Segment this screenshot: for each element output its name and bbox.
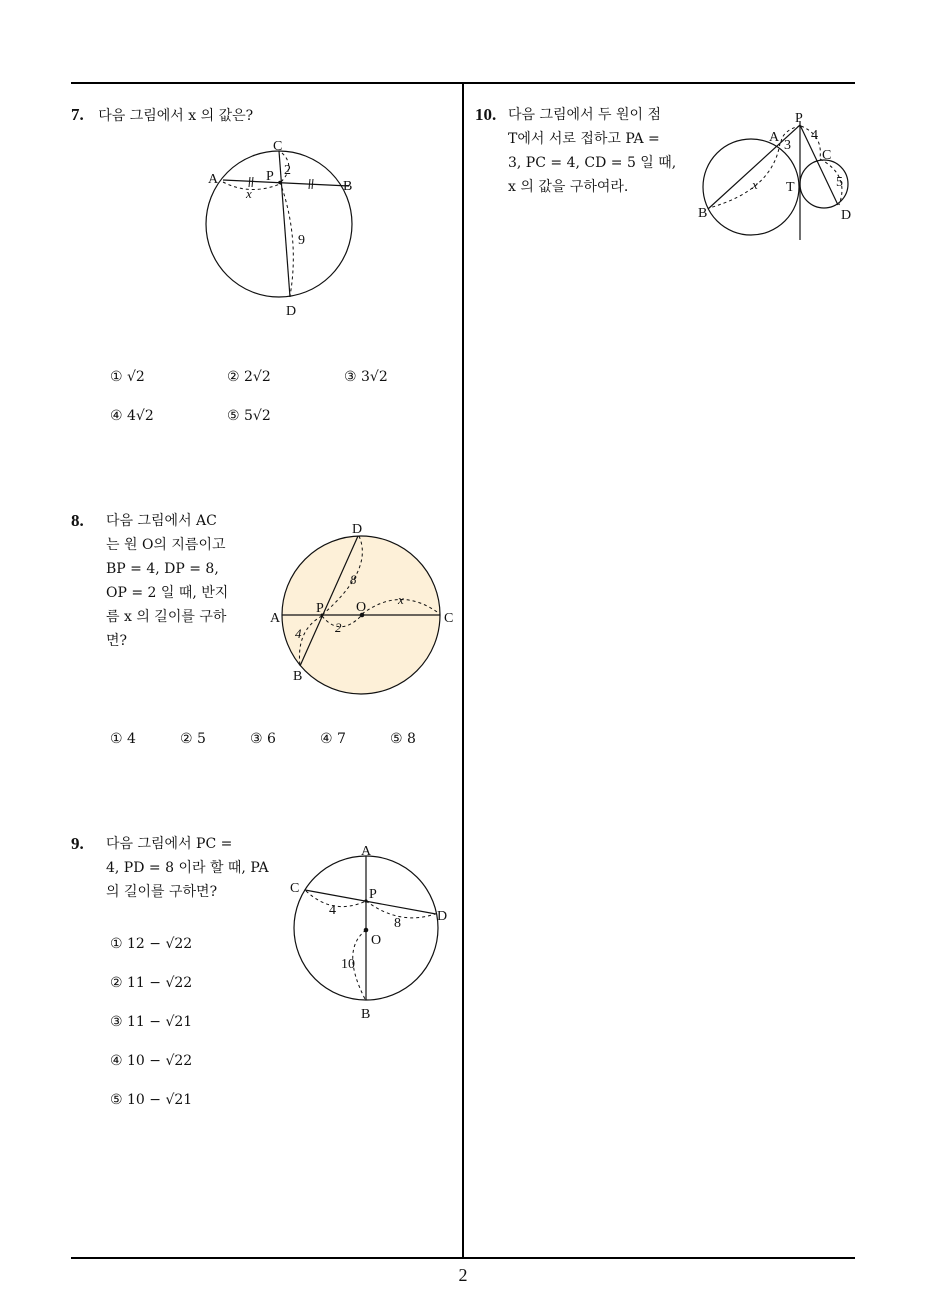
label-D: D (352, 522, 363, 537)
q10-figure (695, 105, 865, 245)
label-10: 10 (341, 957, 355, 972)
label-B: B (293, 669, 303, 684)
choice-4[interactable]: ④ 4√2 (110, 408, 154, 424)
label-P: P (316, 601, 324, 616)
question-number: 10. (475, 105, 497, 124)
question-number: 7. (71, 105, 84, 124)
choice-1[interactable]: ① 4 (110, 731, 136, 747)
choice-3[interactable]: ③ 11 − √21 (110, 1014, 193, 1030)
question-number: 9. (71, 834, 84, 853)
question-number: 8. (71, 511, 84, 530)
label-C: C (290, 881, 300, 896)
label-P: P (369, 887, 377, 902)
question-text: 다음 그림에서 PC = 4, PD = 8 이라 할 때, PA 의 길이를 구하면? (106, 836, 269, 900)
choice-2[interactable]: ② 2√2 (227, 369, 271, 385)
label-5: 5 (836, 175, 843, 190)
q9-figure (285, 840, 455, 1020)
label-B: B (361, 1007, 371, 1022)
label-3: 3 (784, 138, 791, 153)
choice-3[interactable]: ③ 6 (250, 731, 276, 747)
label-B: B (343, 179, 353, 194)
choice-5[interactable]: ⑤ 10 − √21 (110, 1092, 193, 1108)
label-2: 2 (335, 620, 342, 635)
label-4: 4 (329, 903, 336, 918)
page-number: 2 (458, 1265, 468, 1285)
label-P: P (266, 169, 274, 184)
label-8: 8 (394, 916, 401, 931)
label-4: 4 (295, 626, 302, 641)
label-C: C (822, 148, 832, 163)
label-D: D (841, 208, 852, 223)
label-D: D (437, 909, 448, 924)
choice-3[interactable]: ③ 3√2 (344, 369, 388, 385)
q7-figure (200, 138, 360, 318)
label-C: C (273, 139, 283, 154)
label-A: A (361, 844, 372, 859)
label-B: B (698, 206, 708, 221)
choice-2[interactable]: ② 11 − √22 (110, 975, 193, 991)
choice-1[interactable]: ① 12 − √22 (110, 936, 193, 952)
choice-2[interactable]: ② 5 (180, 731, 206, 747)
choice-4[interactable]: ④ 10 − √22 (110, 1053, 193, 1069)
label-4: 4 (811, 128, 818, 143)
choice-5[interactable]: ⑤ 8 (390, 731, 416, 747)
label-O: O (356, 600, 367, 615)
label-O: O (371, 933, 382, 948)
label-A: A (270, 611, 281, 626)
q8-figure (266, 520, 466, 690)
label-8: 8 (350, 572, 357, 587)
choice-5[interactable]: ⑤ 5√2 (227, 408, 271, 424)
label-A: A (769, 130, 780, 145)
choice-1[interactable]: ① √2 (110, 369, 145, 385)
choice-4[interactable]: ④ 7 (320, 731, 346, 747)
question-text: 다음 그림에서 두 원이 점 T에서 서로 접하고 PA = 3, PC = 4, CD = 5 일 때, x 의 값을 구하여라. (508, 107, 677, 195)
label-T: T (786, 180, 795, 195)
label-9: 9 (298, 233, 305, 248)
question-text: 다음 그림에서 AC 는 원 O의 지름이고 BP = 4, DP = 8, OP = 2 일 때, 반지 름 x 의 길이를 구하 면? (106, 513, 229, 649)
label-P: P (795, 111, 803, 126)
label-A: A (208, 172, 219, 187)
question-text: 다음 그림에서 x 의 값은? (98, 108, 254, 124)
label-2: 2 (284, 163, 291, 178)
label-x: x (752, 177, 758, 192)
label-C: C (444, 611, 454, 626)
label-x: x (246, 186, 252, 201)
label-D: D (286, 304, 297, 319)
label-x: x (398, 592, 404, 607)
